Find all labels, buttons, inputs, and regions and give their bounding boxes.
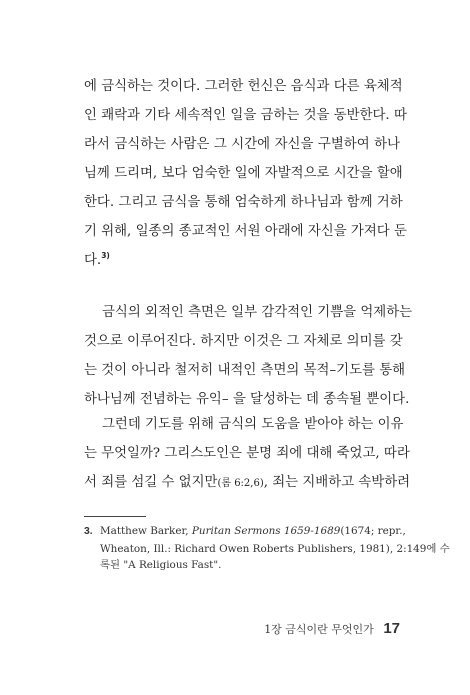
footnote: [84, 523, 450, 574]
footnote-title: Puritan Sermons 1659-1689: [191, 525, 341, 537]
paragraph-1: [84, 72, 407, 275]
footnote-divider: [84, 516, 146, 517]
footnote-author: Matthew Barker,: [100, 525, 192, 537]
text-line: 한다. 그리고 금식을 통해 엄숙하게 하나님과 함께 거하: [84, 195, 403, 210]
text-line-with-citation: [84, 468, 411, 497]
text-line: 그런데 기도를 위해 금식의 도움을 받아야 하는 이유: [102, 417, 404, 432]
text-line: 는 것이 아니라 철저히 내적인 측면의 목적–기도를 통해: [84, 363, 406, 378]
text-line: 는 무엇일까? 그리스도인은 분명 죄에 대해 죽었고, 따라: [84, 446, 410, 461]
footnote-line: 록된 "A Religious Fast".: [100, 559, 222, 571]
running-chapter-title: 1장 금식이란 무엇인가: [264, 622, 374, 636]
text-segment: , 죄는 지배하고 속박하려: [263, 475, 411, 490]
text-line: 인 쾌락과 기타 세속적인 일을 금하는 것을 동반한다. 따: [84, 108, 407, 123]
text-line: 것으로 이루어진다. 하지만 이것은 그 자체로 의미를 갖: [84, 334, 403, 349]
text-line: 님께 드리며, 보다 엄숙한 일에 자발적으로 시간을 할애: [84, 166, 403, 181]
text-line: 에 금식하는 것이다. 그러한 헌신은 음식과 다른 육체적: [84, 79, 403, 94]
text-line-end: 다.: [84, 253, 102, 268]
paragraph-3: [84, 410, 411, 497]
text-line: 라서 금식하는 사람은 그 시간에 자신을 구별하여 하나: [84, 137, 400, 152]
text-line-last: [84, 246, 400, 275]
text-segment: 서 죄를 섬길 수 없지만: [84, 475, 218, 490]
footnote-text: (1674; repr.,: [340, 525, 406, 537]
text-line: 하나님께 전념하는 유익– 을 달성하는 데 종속될 뿐이다.: [84, 392, 410, 407]
page-number: 17: [383, 620, 400, 637]
footnote-line: [84, 523, 404, 541]
paragraph-2: [84, 298, 413, 414]
text-line: 기 위해, 일종의 종교적인 서원 아래에 자신을 가져다 둔: [84, 224, 407, 239]
page-footer: [264, 620, 400, 637]
footnote-line: Wheaton, Ill.: Richard Owen Roberts Publishers, 1981), 2:149에 수: [100, 542, 450, 555]
footnote-number: 3.: [84, 526, 93, 537]
footnote-reference[interactable]: 3): [101, 251, 110, 260]
text-line: 금식의 외적인 측면은 일부 감각적인 기쁨을 억제하는: [102, 305, 413, 320]
scripture-citation: (롬 6:2,6): [217, 478, 264, 489]
